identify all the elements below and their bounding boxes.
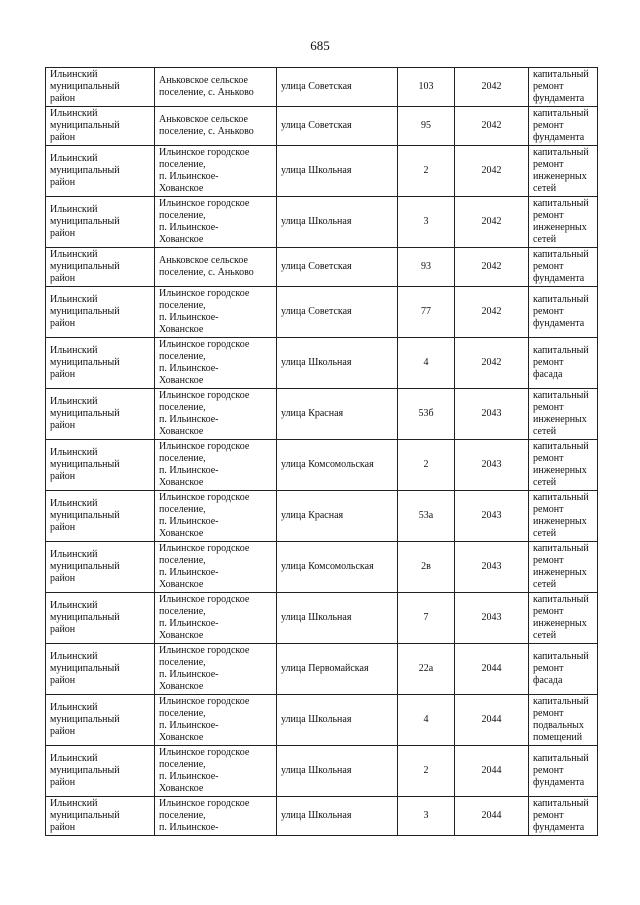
year-cell: [455, 338, 529, 389]
work-type-cell: [529, 68, 598, 107]
table-row: [46, 287, 598, 338]
settlement-cell: [155, 197, 277, 248]
district-cell-text: Ильинский муниципальный район: [50, 108, 120, 143]
settlement-cell: [155, 644, 277, 695]
table-row: [46, 542, 598, 593]
street-cell-text: улица Первомайская: [281, 663, 369, 674]
year-cell-text: 2042: [481, 261, 502, 272]
work-type-cell-text: капитальный ремонт инженерных сетей: [533, 147, 589, 194]
year-cell: [455, 542, 529, 593]
district-cell: [46, 146, 155, 197]
street-cell: [277, 491, 398, 542]
house-number-cell: [398, 542, 455, 593]
settlement-cell-text: Ильинское городское поселение, п. Ильинское- Хованское: [159, 747, 250, 794]
year-cell: [455, 248, 529, 287]
year-cell: [455, 197, 529, 248]
district-cell: [46, 389, 155, 440]
year-cell: [455, 68, 529, 107]
settlement-cell-text: Ильинское городское поселение, п. Ильинское- Хованское: [159, 696, 250, 743]
work-type-cell: [529, 389, 598, 440]
year-cell-text: 2042: [481, 357, 502, 368]
house-number-cell: [398, 107, 455, 146]
year-cell-text: 2042: [481, 216, 502, 227]
settlement-cell: [155, 248, 277, 287]
district-cell-text: Ильинский муниципальный район: [50, 651, 120, 686]
district-cell-text: Ильинский муниципальный район: [50, 396, 120, 431]
street-cell: [277, 197, 398, 248]
street-cell-text: улица Комсомольская: [281, 459, 374, 470]
house-number-cell: [398, 146, 455, 197]
district-cell-text: Ильинский муниципальный район: [50, 798, 120, 833]
table-row: [46, 68, 598, 107]
house-number-cell-text: 93: [421, 261, 431, 272]
street-cell-text: улица Советская: [281, 81, 352, 92]
settlement-cell: [155, 797, 277, 836]
year-cell: [455, 746, 529, 797]
district-cell-text: Ильинский муниципальный район: [50, 249, 120, 284]
table-row: [46, 197, 598, 248]
year-cell: [455, 644, 529, 695]
year-cell-text: 2043: [481, 408, 502, 419]
street-cell: [277, 146, 398, 197]
settlement-cell-text: Ильинское городское поселение, п. Ильинское- Хованское: [159, 543, 250, 590]
table-row: [46, 644, 598, 695]
work-type-cell: [529, 797, 598, 836]
house-number-cell: [398, 389, 455, 440]
work-type-cell-text: капитальный ремонт подвальных помещений: [533, 696, 589, 743]
house-number-cell-text: 53а: [418, 510, 434, 521]
district-cell-text: Ильинский муниципальный район: [50, 294, 120, 329]
street-cell-text: улица Школьная: [281, 216, 352, 227]
street-cell: [277, 440, 398, 491]
settlement-cell: [155, 593, 277, 644]
year-cell: [455, 287, 529, 338]
street-cell-text: улица Красная: [281, 510, 344, 521]
year-cell-text: 2043: [481, 561, 502, 572]
settlement-cell: [155, 389, 277, 440]
work-type-cell-text: капитальный ремонт фундамента: [533, 753, 589, 788]
work-type-cell-text: капитальный ремонт инженерных сетей: [533, 594, 589, 641]
year-cell-text: 2042: [481, 120, 502, 131]
district-cell: [46, 68, 155, 107]
street-cell: [277, 248, 398, 287]
house-number-cell-text: 22а: [418, 663, 434, 674]
settlement-cell: [155, 338, 277, 389]
house-number-cell: [398, 248, 455, 287]
settlement-cell: [155, 287, 277, 338]
table-row: [46, 248, 598, 287]
work-type-cell: [529, 644, 598, 695]
table-row: [46, 593, 598, 644]
settlement-cell-text: Аньковское сельское поселение, с. Аньково: [159, 75, 254, 98]
settlement-cell-text: Ильинское городское поселение, п. Ильинское- Хованское: [159, 147, 250, 194]
house-number-cell-text: 4: [423, 714, 429, 725]
year-cell: [455, 389, 529, 440]
work-type-cell: [529, 197, 598, 248]
district-cell-text: Ильинский муниципальный район: [50, 447, 120, 482]
year-cell: [455, 107, 529, 146]
house-number-cell: [398, 287, 455, 338]
work-type-cell: [529, 593, 598, 644]
work-type-cell: [529, 491, 598, 542]
settlement-cell-text: Ильинское городское поселение, п. Ильинское- Хованское: [159, 441, 250, 488]
street-cell: [277, 68, 398, 107]
work-type-cell: [529, 146, 598, 197]
table-body: [46, 68, 598, 836]
work-type-cell-text: капитальный ремонт фасада: [533, 651, 589, 686]
year-cell-text: 2044: [481, 810, 502, 821]
house-number-cell-text: 2: [423, 765, 429, 776]
work-type-cell-text: капитальный ремонт инженерных сетей: [533, 390, 589, 437]
settlement-cell-text: Ильинское городское поселение, п. Ильинское- Хованское: [159, 390, 250, 437]
settlement-cell: [155, 107, 277, 146]
street-cell: [277, 695, 398, 746]
year-cell: [455, 797, 529, 836]
settlement-cell: [155, 542, 277, 593]
house-number-cell-text: 3: [423, 810, 429, 821]
table-row: [46, 338, 598, 389]
district-cell: [46, 542, 155, 593]
settlement-cell-text: Ильинское городское поселение, п. Ильинское-: [159, 798, 250, 833]
settlement-cell: [155, 68, 277, 107]
district-cell-text: Ильинский муниципальный район: [50, 702, 120, 737]
year-cell: [455, 695, 529, 746]
settlement-cell-text: Ильинское городское поселение, п. Ильинское- Хованское: [159, 492, 250, 539]
year-cell: [455, 593, 529, 644]
settlement-cell: [155, 491, 277, 542]
house-number-cell: [398, 338, 455, 389]
street-cell-text: улица Советская: [281, 120, 352, 131]
year-cell-text: 2044: [481, 714, 502, 725]
house-number-cell-text: 77: [421, 306, 431, 317]
work-type-cell-text: капитальный ремонт инженерных сетей: [533, 492, 589, 539]
year-cell: [455, 491, 529, 542]
work-type-cell-text: капитальный ремонт фасада: [533, 345, 589, 380]
district-cell: [46, 287, 155, 338]
house-number-cell: [398, 440, 455, 491]
house-number-cell: [398, 593, 455, 644]
year-cell: [455, 440, 529, 491]
street-cell: [277, 746, 398, 797]
year-cell-text: 2042: [481, 306, 502, 317]
house-number-cell: [398, 644, 455, 695]
settlement-cell-text: Ильинское городское поселение, п. Ильинское- Хованское: [159, 339, 250, 386]
year-cell-text: 2043: [481, 612, 502, 623]
street-cell-text: улица Советская: [281, 261, 352, 272]
house-number-cell-text: 53б: [418, 408, 434, 419]
house-number-cell-text: 3: [423, 216, 429, 227]
street-cell-text: улица Школьная: [281, 612, 352, 623]
street-cell-text: улица Советская: [281, 306, 352, 317]
year-cell-text: 2044: [481, 765, 502, 776]
street-cell-text: улица Школьная: [281, 165, 352, 176]
table-row: [46, 746, 598, 797]
table-row: [46, 107, 598, 146]
street-cell: [277, 389, 398, 440]
district-cell-text: Ильинский муниципальный район: [50, 153, 120, 188]
page-number: 685: [310, 38, 330, 53]
repair-schedule-table: [45, 67, 598, 836]
house-number-cell: [398, 695, 455, 746]
work-type-cell-text: капитальный ремонт фундамента: [533, 249, 589, 284]
street-cell-text: улица Школьная: [281, 714, 352, 725]
work-type-cell-text: капитальный ремонт фундамента: [533, 294, 589, 329]
district-cell: [46, 695, 155, 746]
street-cell-text: улица Школьная: [281, 810, 352, 821]
settlement-cell-text: Ильинское городское поселение, п. Ильинское- Хованское: [159, 645, 250, 692]
settlement-cell: [155, 440, 277, 491]
settlement-cell-text: Аньковское сельское поселение, с. Аньково: [159, 255, 254, 278]
work-type-cell: [529, 338, 598, 389]
district-cell-text: Ильинский муниципальный район: [50, 69, 120, 104]
street-cell-text: улица Комсомольская: [281, 561, 374, 572]
street-cell: [277, 287, 398, 338]
house-number-cell-text: 7: [423, 612, 429, 623]
work-type-cell-text: капитальный ремонт фундамента: [533, 108, 589, 143]
year-cell-text: 2044: [481, 663, 502, 674]
table-row: [46, 146, 598, 197]
settlement-cell: [155, 746, 277, 797]
settlement-cell-text: Ильинское городское поселение, п. Ильинское- Хованское: [159, 198, 250, 245]
table-row: [46, 389, 598, 440]
district-cell: [46, 491, 155, 542]
settlement-cell: [155, 695, 277, 746]
settlement-cell-text: Аньковское сельское поселение, с. Аньково: [159, 114, 254, 137]
settlement-cell-text: Ильинское городское поселение, п. Ильинское- Хованское: [159, 288, 250, 335]
work-type-cell: [529, 287, 598, 338]
district-cell: [46, 644, 155, 695]
house-number-cell-text: 2: [423, 459, 429, 470]
work-type-cell: [529, 248, 598, 287]
district-cell-text: Ильинский муниципальный район: [50, 498, 120, 533]
year-cell-text: 2043: [481, 459, 502, 470]
district-cell: [46, 248, 155, 287]
year-cell-text: 2042: [481, 81, 502, 92]
street-cell: [277, 644, 398, 695]
settlement-cell: [155, 146, 277, 197]
district-cell: [46, 440, 155, 491]
table-row: [46, 797, 598, 836]
year-cell: [455, 146, 529, 197]
house-number-cell: [398, 491, 455, 542]
district-cell-text: Ильинский муниципальный район: [50, 600, 120, 635]
street-cell: [277, 542, 398, 593]
work-type-cell-text: капитальный ремонт инженерных сетей: [533, 441, 589, 488]
street-cell: [277, 593, 398, 644]
house-number-cell: [398, 797, 455, 836]
district-cell-text: Ильинский муниципальный район: [50, 345, 120, 380]
house-number-cell-text: 2: [423, 165, 429, 176]
table-row: [46, 491, 598, 542]
district-cell: [46, 338, 155, 389]
table-row: [46, 695, 598, 746]
street-cell-text: улица Школьная: [281, 765, 352, 776]
district-cell: [46, 107, 155, 146]
work-type-cell: [529, 440, 598, 491]
district-cell-text: Ильинский муниципальный район: [50, 204, 120, 239]
work-type-cell-text: капитальный ремонт фундамента: [533, 798, 589, 833]
house-number-cell-text: 4: [423, 357, 429, 368]
district-cell: [46, 197, 155, 248]
district-cell: [46, 797, 155, 836]
district-cell-text: Ильинский муниципальный район: [50, 753, 120, 788]
settlement-cell-text: Ильинское городское поселение, п. Ильинское- Хованское: [159, 594, 250, 641]
year-cell-text: 2042: [481, 165, 502, 176]
street-cell-text: улица Школьная: [281, 357, 352, 368]
work-type-cell: [529, 746, 598, 797]
street-cell: [277, 797, 398, 836]
work-type-cell-text: капитальный ремонт инженерных сетей: [533, 543, 589, 590]
year-cell-text: 2043: [481, 510, 502, 521]
district-cell: [46, 746, 155, 797]
table-row: [46, 440, 598, 491]
house-number-cell-text: 95: [421, 120, 431, 131]
house-number-cell: [398, 68, 455, 107]
street-cell: [277, 107, 398, 146]
district-cell-text: Ильинский муниципальный район: [50, 549, 120, 584]
work-type-cell: [529, 542, 598, 593]
street-cell-text: улица Красная: [281, 408, 344, 419]
street-cell: [277, 338, 398, 389]
district-cell: [46, 593, 155, 644]
work-type-cell-text: капитальный ремонт фундамента: [533, 69, 589, 104]
house-number-cell-text: 2в: [421, 561, 431, 572]
house-number-cell: [398, 197, 455, 248]
house-number-cell-text: 103: [418, 81, 434, 92]
work-type-cell-text: капитальный ремонт инженерных сетей: [533, 198, 589, 245]
house-number-cell: [398, 746, 455, 797]
work-type-cell: [529, 107, 598, 146]
work-type-cell: [529, 695, 598, 746]
